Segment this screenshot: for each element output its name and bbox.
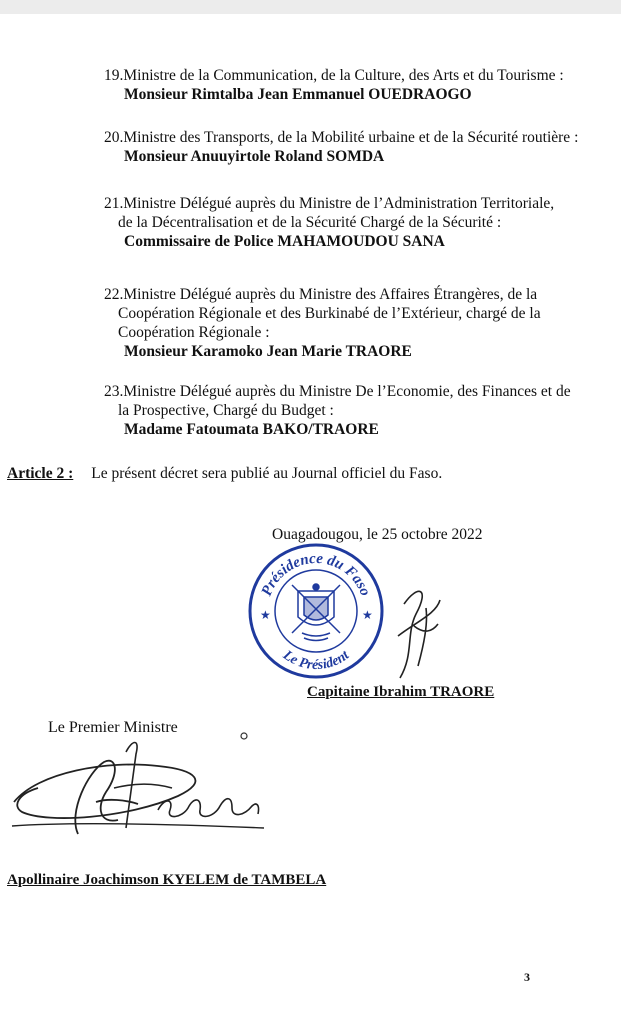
seal-star-left-icon: ★ <box>260 608 271 622</box>
item-line: Ministre des Transports, de la Mobilité urbaine et de la Sécurité routière : <box>123 129 579 146</box>
top-bar <box>0 0 621 14</box>
list-item <box>104 128 604 166</box>
prime-minister-title: Le Premier Ministre <box>48 719 178 736</box>
item-number: 22. <box>104 286 124 303</box>
seal-bottom-text: Le Président <box>280 647 353 674</box>
article-2 <box>7 465 442 483</box>
item-line: la Prospective, Chargé du Budget : <box>118 402 334 419</box>
presidential-seal <box>246 541 386 681</box>
page-number: 3 <box>524 970 530 984</box>
list-item <box>104 66 604 104</box>
president-signature <box>384 574 444 684</box>
item-line: Ministre Délégué auprès du Ministre des Affaires Étrangères, de la <box>123 286 538 303</box>
item-line: Ministre Délégué auprès du Ministre de l’Administration Territoriale, <box>123 195 555 212</box>
item-number: 21. <box>104 195 124 212</box>
seal-star-right-icon: ★ <box>362 608 373 622</box>
list-item <box>104 194 604 251</box>
list-item <box>104 285 604 361</box>
item-number: 23. <box>104 383 124 400</box>
article-text: Le présent décret sera publié au Journal officiel du Faso. <box>91 465 443 482</box>
item-line: Coopération Régionale et des Burkinabé de l’Extérieur, chargé de la <box>118 305 541 322</box>
item-holder: Monsieur Anuuyirtole Roland SOMDA <box>124 148 385 165</box>
item-line: Ministre Délégué auprès du Ministre De l’Economie, des Finances et de <box>123 383 571 400</box>
item-holder: Monsieur Rimtalba Jean Emmanuel OUEDRAOGO <box>124 86 472 103</box>
president-name: Capitaine Ibrahim TRAORE <box>307 684 495 700</box>
item-line: de la Décentralisation et de la Sécurité Chargé de la Sécurité : <box>118 214 502 231</box>
item-holder: Madame Fatoumata BAKO/TRAORE <box>124 421 379 438</box>
item-line: Ministre de la Communication, de la Culture, des Arts et du Tourisme : <box>123 67 564 84</box>
item-holder: Commissaire de Police MAHAMOUDOU SANA <box>124 233 445 250</box>
article-label: Article 2 : <box>7 465 74 482</box>
item-number: 19. <box>104 67 124 84</box>
seal-top-text: Présidence du Faso <box>258 550 374 599</box>
prime-minister-signature <box>8 732 270 860</box>
place-date: Ouagadougou, le 25 octobre 2022 <box>272 526 483 543</box>
item-number: 20. <box>104 129 124 146</box>
item-line: Coopération Régionale : <box>118 324 270 341</box>
list-item <box>104 382 604 439</box>
item-holder: Monsieur Karamoko Jean Marie TRAORE <box>124 343 412 360</box>
prime-minister-name: Apollinaire Joachimson KYELEM de TAMBELA <box>7 872 327 888</box>
document-page <box>0 14 621 1024</box>
